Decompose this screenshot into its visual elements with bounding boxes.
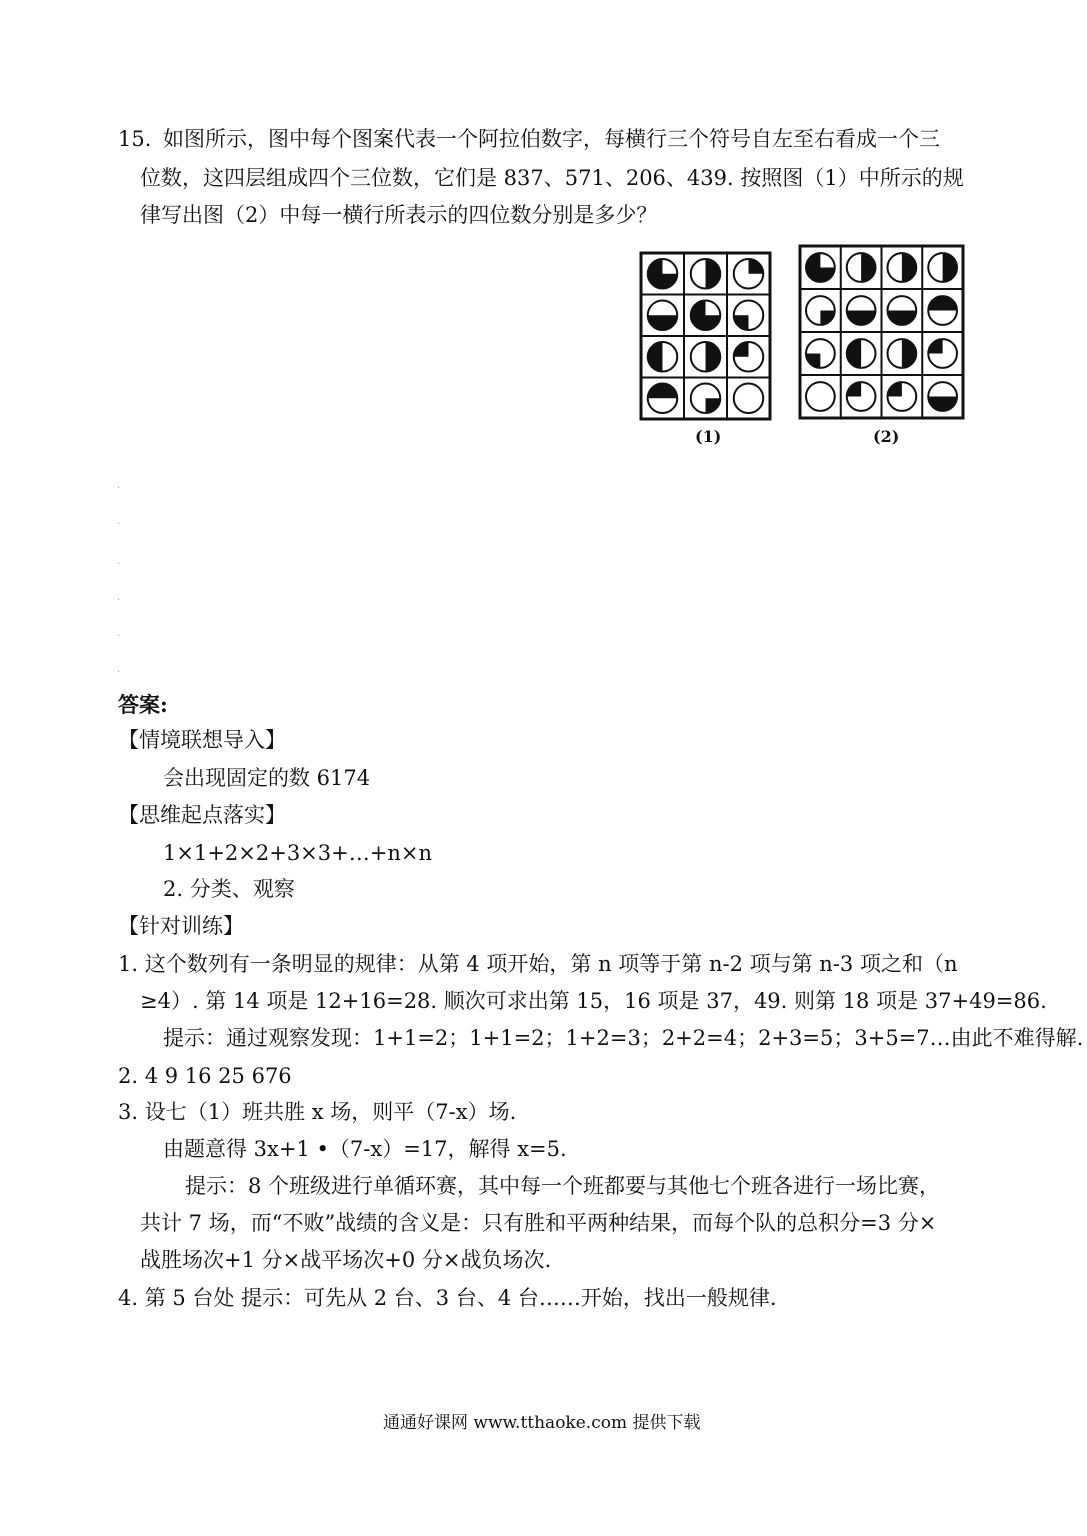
symbol-cell [847,382,876,411]
symbol-cell [928,382,957,411]
answer-item-1-cont: ≥4）. 第 14 项是 12+16=28. 顺次可求出第 15，16 项是 37，49. 则第 18 项是 37+49=86. [140,989,1047,1013]
symbol-cell [928,296,957,325]
symbol-fill [928,397,957,411]
answer-item-2: 2. 4 9 16 25 676 [118,1064,292,1088]
margin-dot: . [117,556,121,567]
symbol-outline [806,382,835,411]
answer-item-1: 1. 这个数列有一条明显的规律：从第 4 项开始，第 n 项等于第 n-2 项与第 n-3 项之和（n [118,952,958,976]
symbol-cell [928,253,957,282]
answer-item-3-hint: 提示：8 个班级进行单循环赛，其中每一个班都要与其他七个班各进行一场比赛， [185,1174,941,1198]
symbol-fill [847,311,876,325]
symbol-outline [734,384,764,414]
symbol-fill [648,315,678,330]
figure-1-grid [639,251,772,421]
symbol-fill [943,253,957,282]
symbol-fill [648,384,678,399]
symbol-cell [847,339,876,368]
section-heading: 【针对训练】 [118,914,244,938]
question-line-1: 如图所示，图中每个图案代表一个阿拉伯数字，每横行三个符号自左至右看成一个三 [163,127,940,151]
symbol-fill [902,253,916,282]
answer-item-3-hint-cont: 共计 7 场，而“不败”战绩的含义是：只有胜和平两种结果，而每个队的总积分=3 分× [140,1211,937,1235]
symbol-fill [706,342,721,372]
symbol-cell [888,253,917,282]
symbol-cell [648,342,678,372]
symbol-cell [734,301,764,331]
symbol-cell [806,382,835,411]
question-line-2: 位数，这四层组成四个三位数，它们是 837、571、206、439. 按照图（1）中所示的规 [140,166,964,190]
answer-item-3-hint-end: 战胜场次+1 分×战平场次+0 分×战负场次. [140,1248,552,1272]
symbol-cell [847,296,876,325]
answer-item-4: 4. 第 5 台处 提示：可先从 2 台、3 台、4 台……开始，找出一般规律. [118,1286,777,1310]
symbol-cell [806,253,835,282]
symbol-cell [806,339,835,368]
section-heading: 【情境联想导入】 [118,728,286,752]
footer-text: 通通好课网 www.tthaoke.com 提供下载 [383,1413,701,1433]
answer-item-3-equation: 由题意得 3x+1 •（7-x）=17，解得 x=5. [163,1137,567,1161]
symbol-cell [648,259,678,289]
symbol-fill [861,253,875,282]
margin-dot: . [117,592,121,603]
answers-heading: 答案: [118,692,168,717]
symbol-cell [734,384,764,414]
section-text: 1×1+2×2+3×3+…+n×n [163,841,432,865]
figure-2-grid [798,244,965,420]
symbol-cell [648,384,678,414]
symbol-fill [888,311,917,325]
symbol-fill [847,339,861,368]
margin-dot: . [117,516,121,527]
symbol-cell [888,339,917,368]
margin-dot: . [117,664,121,675]
symbol-cell [888,296,917,325]
symbol-cell [847,253,876,282]
question-number: 15. [118,127,152,151]
margin-dot: . [117,628,121,639]
answer-item-3: 3. 设七（1）班共胜 x 场，则平（7-x）场. [118,1100,517,1124]
figure-2-caption: (2) [873,427,900,446]
section-text: 会出现固定的数 6174 [163,766,371,790]
question-line-3: 律写出图（2）中每一横行所表示的四位数分别是多少？ [140,203,658,227]
margin-dot: . [117,480,121,491]
symbol-cell [648,301,678,331]
symbol-cell [806,296,835,325]
symbol-cell [691,301,721,331]
answer-item-1-hint: 提示：通过观察发现：1+1=2；1+1=2；1+2=3；2+2=4；2+3=5；3+5=7…由此不难得解. [163,1026,1084,1050]
section-heading: 【思维起点落实】 [118,803,286,827]
symbol-fill [928,296,957,310]
symbol-fill [902,339,916,368]
symbol-cell [734,259,764,289]
symbol-cell [928,339,957,368]
symbol-fill [706,259,721,289]
section-text: 2. 分类、观察 [163,877,295,901]
symbol-cell [691,259,721,289]
symbol-cell [888,382,917,411]
figure-1-caption: (1) [695,427,722,446]
symbol-cell [691,384,721,414]
symbol-cell [734,342,764,372]
symbol-fill [648,342,663,372]
symbol-cell [691,342,721,372]
